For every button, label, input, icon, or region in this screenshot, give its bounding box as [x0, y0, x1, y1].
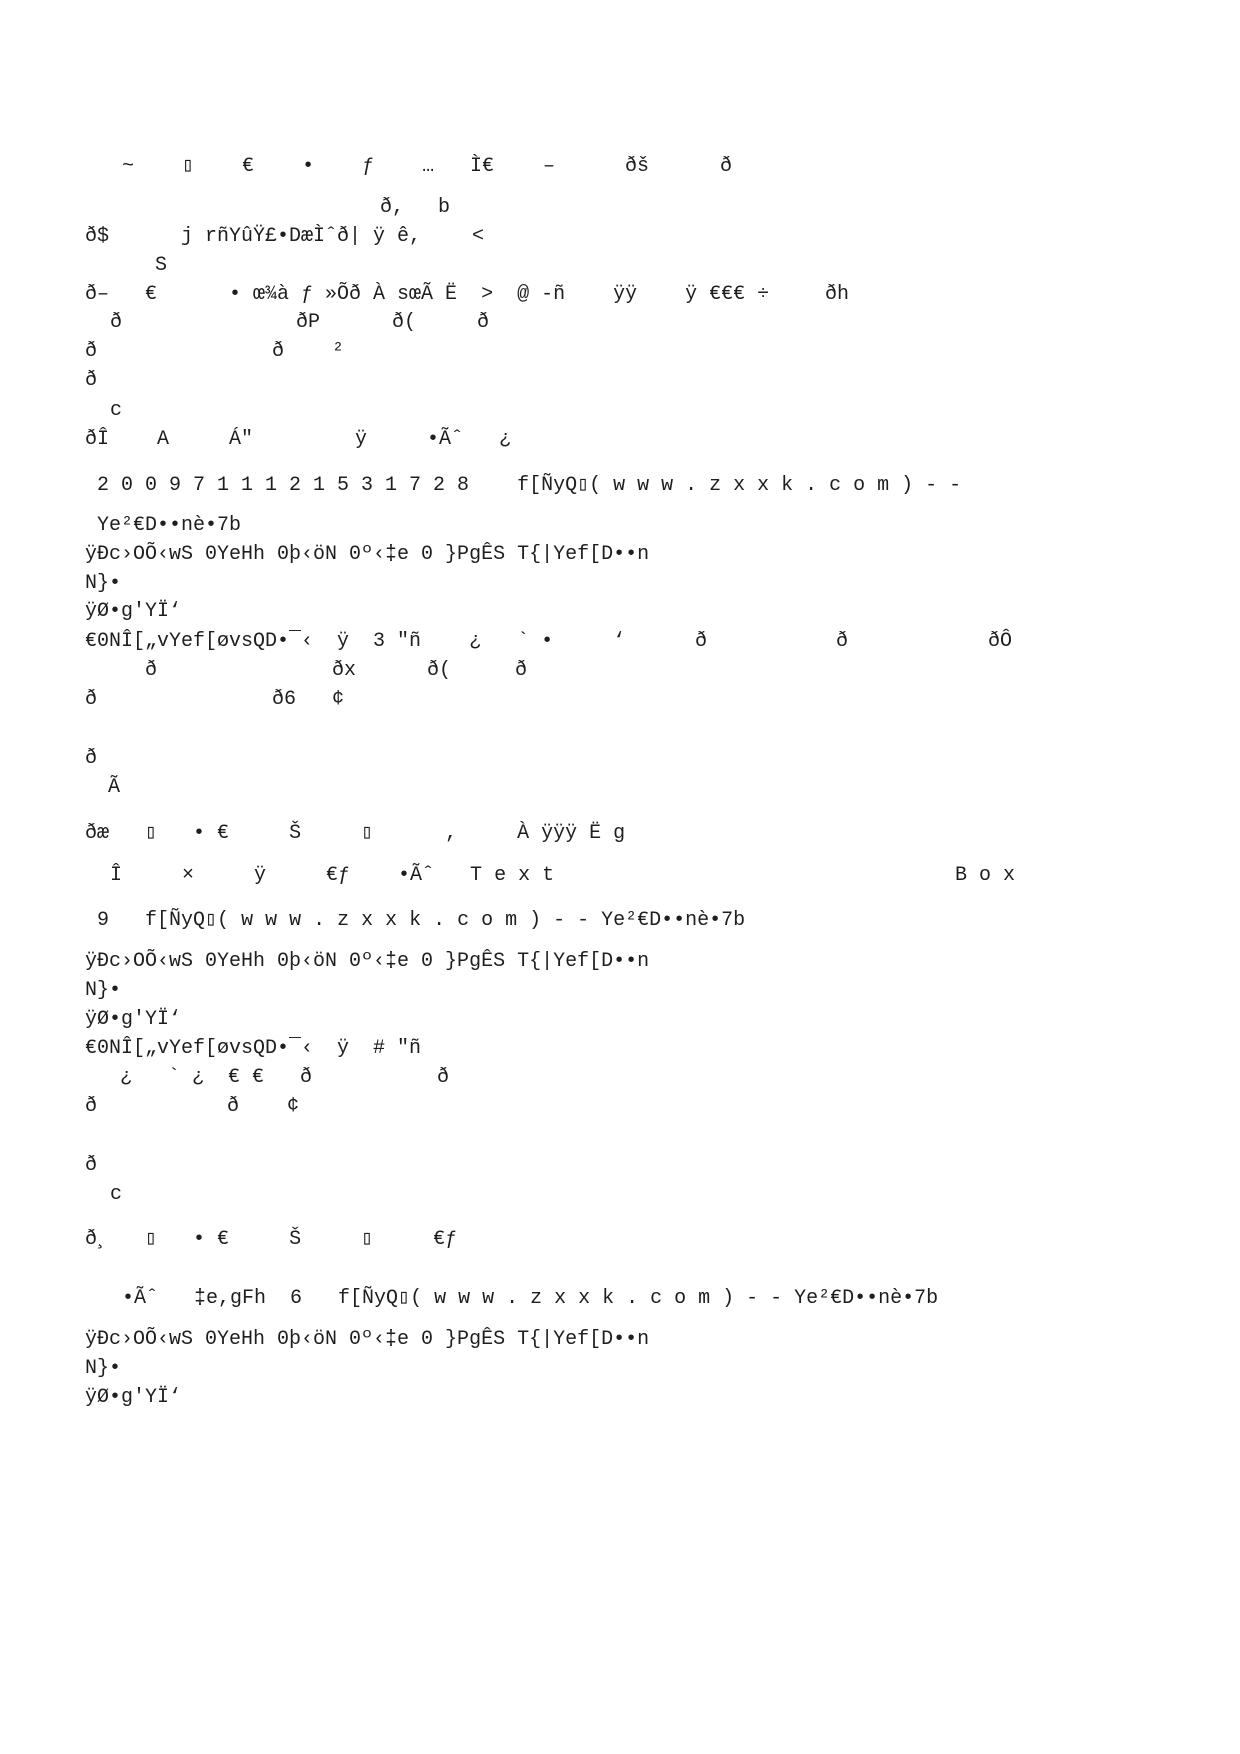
text-run: ð– € • œ¾à ƒ »Õð À sœÃ Ë > @ -ñ ÿÿ ÿ €€€ ÷: [85, 283, 770, 306]
text-run: c: [110, 399, 123, 422]
text-run: Ã: [108, 776, 121, 799]
text-run: ÿÐc›OÕ‹wS 0YeHh 0þ‹öN 0º‹‡e 0 }PgÊS T{|Yef[D••n: [85, 543, 650, 566]
text-run: <: [472, 225, 485, 248]
text-run: ðh: [825, 283, 850, 306]
text-run: N}•: [85, 572, 122, 595]
text-run: ÿÐc›OÕ‹wS 0YeHh 0þ‹öN 0º‹‡e 0 }PgÊS T{|Yef[D••n: [85, 950, 650, 973]
text-run: ð6 ¢: [272, 688, 345, 711]
text-run: ð: [85, 688, 98, 711]
text-run: ð: [720, 155, 733, 178]
text-run: ÿØ•g'YÏ‘: [85, 1008, 182, 1031]
text-line: [0, 336, 1240, 368]
text-run: b: [438, 196, 451, 219]
text-line: [0, 1062, 1240, 1094]
text-line: [0, 596, 1240, 628]
text-line: [0, 510, 1240, 542]
text-line: [0, 684, 1240, 716]
text-line: [0, 1283, 1240, 1315]
text-run: N}•: [85, 1357, 122, 1380]
text-run: ð: [145, 659, 158, 682]
text-run: ðÎ A Á": [85, 428, 254, 451]
text-line: [0, 1382, 1240, 1414]
text-run: ÿÐc›OÕ‹wS 0YeHh 0þ‹öN 0º‹‡e 0 }PgÊS T{|Yef[D••n: [85, 1328, 650, 1351]
text-run: •Ãˆ ¿: [427, 428, 512, 451]
text-run: ð: [85, 747, 98, 770]
text-run: B o x: [955, 864, 1016, 887]
text-line: [0, 192, 1240, 224]
text-run: ð: [437, 1066, 450, 1089]
text-line: [0, 1033, 1240, 1065]
text-run: ð: [515, 659, 528, 682]
text-run: c: [110, 1183, 123, 1206]
text-run: ð: [85, 340, 98, 363]
text-run: 9 f[ÑyQ▯( w w w . z x x k . c o m ) - - Ye²€D••nè•7b: [97, 909, 746, 932]
text-line: [0, 975, 1240, 1007]
text-line: [0, 221, 1240, 253]
text-line: [0, 1150, 1240, 1182]
text-line: [0, 905, 1240, 937]
text-run: ð: [836, 630, 849, 653]
text-run: •Ãˆ ‡e,gFh 6 f[ÑyQ▯( w w w . z x x k . c o m ) - - Ye²€D••nè•7b: [122, 1287, 939, 1310]
text-run: ð: [695, 630, 708, 653]
text-run: ðæ ▯ • € Š ▯ , À ÿÿÿ Ë g: [85, 822, 626, 845]
text-run: ðš: [625, 155, 650, 178]
text-run: –: [543, 155, 556, 178]
text-run: ð ¢: [227, 1095, 300, 1118]
text-run: N}•: [85, 979, 122, 1002]
text-line: [0, 539, 1240, 571]
text-line: [0, 946, 1240, 978]
text-run: ð: [85, 369, 98, 392]
text-run: ð ²: [272, 340, 345, 363]
text-run: ÿØ•g'YÏ‘: [85, 600, 182, 623]
text-run: ¿ ` ¿ € € ð: [120, 1066, 313, 1089]
text-run: ðP: [296, 311, 321, 334]
text-run: €0NÎ[„vYef[øvsQD•¯‹ ÿ # "ñ: [85, 1037, 422, 1060]
text-run: ð¸ ▯ • € Š ▯ €ƒ: [85, 1228, 458, 1251]
text-line: [0, 1091, 1240, 1123]
text-line: [0, 307, 1240, 339]
text-line: [0, 1224, 1240, 1256]
text-run: Î × ÿ €ƒ •Ãˆ T e x t: [110, 864, 555, 887]
text-run: €0NÎ[„vYef[øvsQD•¯‹ ÿ 3 "ñ ¿ ` • ‘: [85, 630, 626, 653]
text-line: [0, 365, 1240, 397]
text-line: [0, 772, 1240, 804]
text-run: Ì€: [470, 155, 495, 178]
text-line: [0, 1179, 1240, 1211]
text-run: ÿØ•g'YÏ‘: [85, 1386, 182, 1409]
text-line: [0, 424, 1240, 456]
text-line: [0, 1353, 1240, 1385]
text-run: Ye²€D••nè•7b: [97, 514, 242, 537]
text-run: 2 0 0 9 7 1 1 1 2 1 5 3 1 7 2 8 f[ÑyQ▯( w w w . z x x k . c o m ) - -: [97, 474, 962, 497]
text-line: [0, 818, 1240, 850]
text-run: ðx: [332, 659, 357, 682]
text-run: ð,: [380, 196, 405, 219]
text-run: ÿ: [355, 428, 368, 451]
text-line: [0, 250, 1240, 282]
text-line: [0, 395, 1240, 427]
text-run: ð$ j rñYûŸ£•DæÌˆð| ÿ ê,: [85, 225, 422, 248]
text-line: [0, 470, 1240, 502]
text-run: ð: [477, 311, 490, 334]
text-run: ð: [85, 1095, 98, 1118]
text-run: ð(: [392, 311, 417, 334]
text-line: [0, 151, 1240, 183]
text-run: S: [155, 254, 168, 277]
text-line: [0, 626, 1240, 658]
text-run: ð: [110, 311, 123, 334]
text-line: [0, 655, 1240, 687]
text-run: ðÔ: [988, 630, 1013, 653]
text-run: ð(: [427, 659, 452, 682]
text-run: ð: [85, 1154, 98, 1177]
text-line: [0, 1004, 1240, 1036]
text-line: [0, 1324, 1240, 1356]
text-line: [0, 743, 1240, 775]
text-run: ~ ▯ € • ƒ …: [122, 155, 435, 178]
text-line: [0, 860, 1240, 892]
